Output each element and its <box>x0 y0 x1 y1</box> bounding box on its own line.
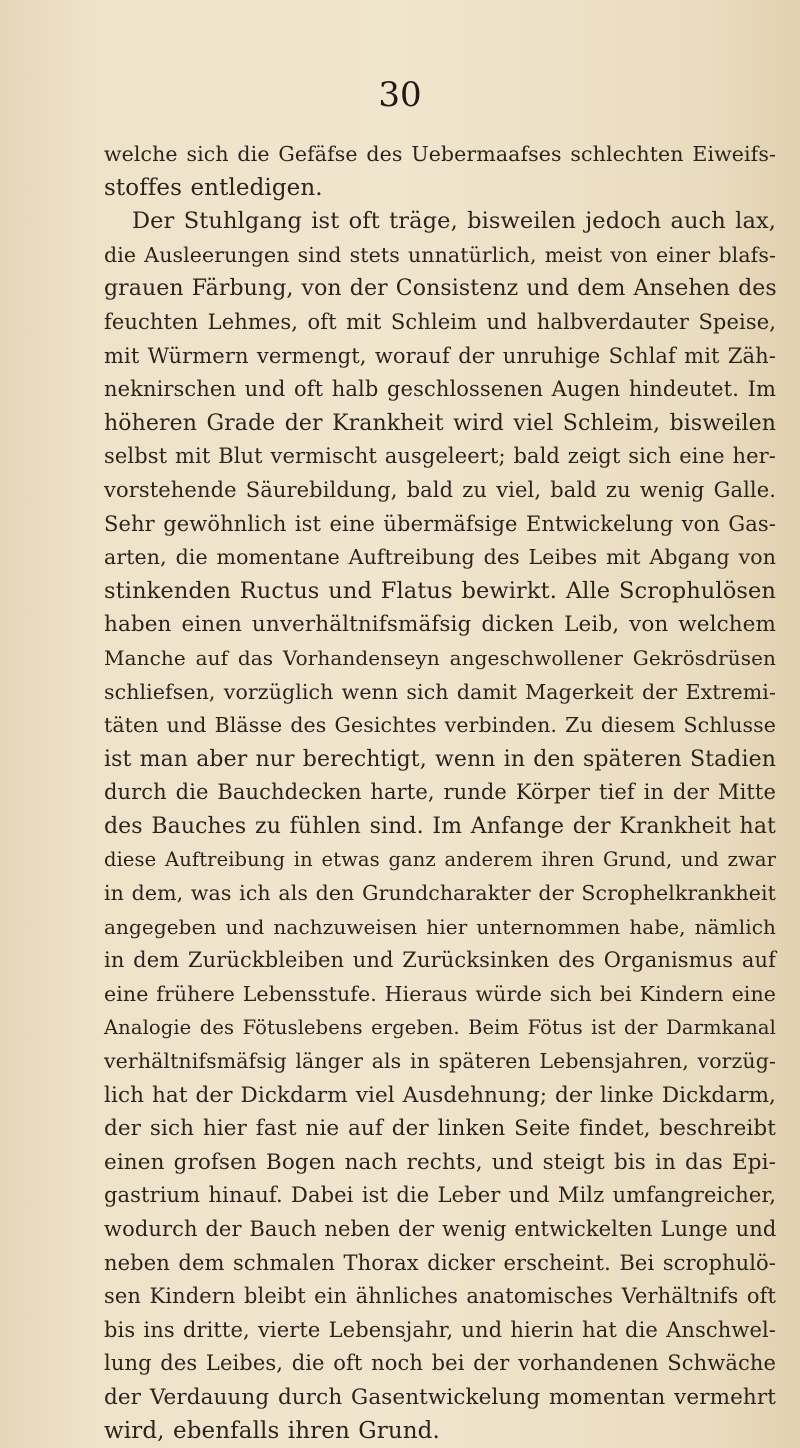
text-line: Sehr gewöhnlich ist eine übermäfsige Entwickelung von Gas- <box>104 511 776 536</box>
text-line: ist man aber nur berechtigt, wenn in den späteren Stadien <box>104 746 776 772</box>
text-line: wird, ebenfalls ihren Grund. <box>104 1417 440 1444</box>
text-line: schliefsen, vorzüglich wenn sich damit Magerkeit der Extremi- <box>104 679 776 704</box>
text-line: des Bauches zu fühlen sind. Im Anfange der Krankheit hat <box>104 813 776 839</box>
text-line: stinkenden Ructus und Flatus bewirkt. Alle Scrophulösen <box>104 577 776 604</box>
text-line: wodurch der Bauch neben der wenig entwickelten Lunge und <box>104 1217 777 1241</box>
text-line: höheren Grade der Krankheit wird viel Schleim, bisweilen <box>104 410 776 436</box>
text-line: mit Würmern vermengt, worauf der unruhige Schlaf mit Zäh- <box>104 343 776 368</box>
text-line: feuchten Lehmes, oft mit Schleim und halbverdauter Speise, <box>104 309 776 334</box>
text-line: haben einen unverhältnifsmäfsig dicken Leib, von welchem <box>104 612 776 638</box>
text-line: arten, die momentane Auftreibung des Leibes mit Abgang von <box>104 545 776 570</box>
text-line: die Ausleerungen sind stets unnatürlich, meist von einer blafs- <box>104 242 776 267</box>
text-line: durch die Bauchdecken harte, runde Körper tief in der Mitte <box>104 780 776 805</box>
text-line: angegeben und nachzuweisen hier unternommen habe, nämlich <box>104 914 776 939</box>
text-line: neben dem schmalen Thorax dicker erscheint. Bei scrophulö- <box>104 1250 776 1275</box>
text-line: der Verdauung durch Gasentwickelung momentan vermehrt <box>104 1384 776 1410</box>
text-line: täten und Blässe des Gesichtes verbinden. Zu diesem Schlusse <box>104 713 776 738</box>
text-line: Der Stuhlgang ist oft träge, bisweilen jedoch auch lax, <box>132 208 776 235</box>
text-line: verhältnifsmäfsig länger als in späteren Lebensjahren, vorzüg- <box>104 1049 776 1074</box>
text-line: neknirschen und oft halb geschlossenen Augen hindeutet. Im <box>104 377 776 402</box>
body-text <box>104 138 776 1448</box>
text-line: lich hat der Dickdarm viel Ausdehnung; der linke Dickdarm, <box>104 1082 776 1108</box>
text-line: sen Kindern bleibt ein ähnliches anatomisches Verhältnifs oft <box>104 1284 776 1309</box>
text-line: in dem Zurückbleiben und Zurücksinken des Organismus auf <box>104 948 776 973</box>
text-line: vorstehende Säurebildung, bald zu viel, bald zu wenig Galle. <box>104 477 776 502</box>
page-number: 30 <box>378 75 422 115</box>
text-line: gastrium hinauf. Dabei ist die Leber und Milz umfangreicher, <box>104 1183 776 1208</box>
text-line: Manche auf das Vorhandenseyn angeschwollener Gekrösdrüsen <box>104 645 776 670</box>
text-line: bis ins dritte, vierte Lebensjahr, und hierin hat die Anschwel- <box>104 1317 776 1342</box>
text-line: der sich hier fast nie auf der linken Seite findet, beschreibt <box>104 1116 776 1142</box>
text-line: einen grofsen Bogen nach rechts, und steigt bis in das Epi- <box>104 1149 776 1175</box>
text-line: Analogie des Fötuslebens ergeben. Beim Fötus ist der Darmkanal <box>104 1016 776 1040</box>
text-line: welche sich die Gefäfse des Uebermaafses schlechten Eiweifs- <box>104 142 776 166</box>
text-line: in dem, was ich als den Grundcharakter der Scrophelkrankheit <box>104 881 776 906</box>
text-line: diese Auftreibung in etwas ganz anderem ihren Grund, und zwar <box>104 848 776 872</box>
text-line: stoffes entledigen. <box>104 174 323 201</box>
text-line: lung des Leibes, die oft noch bei der vorhandenen Schwäche <box>104 1351 776 1376</box>
text-line: selbst mit Blut vermischt ausgeleert; bald zeigt sich eine her- <box>104 444 776 469</box>
text-line: grauen Färbung, von der Consistenz und dem Ansehen des <box>104 276 777 302</box>
text-line: eine frühere Lebensstufe. Hieraus würde sich bei Kindern eine <box>104 981 776 1006</box>
